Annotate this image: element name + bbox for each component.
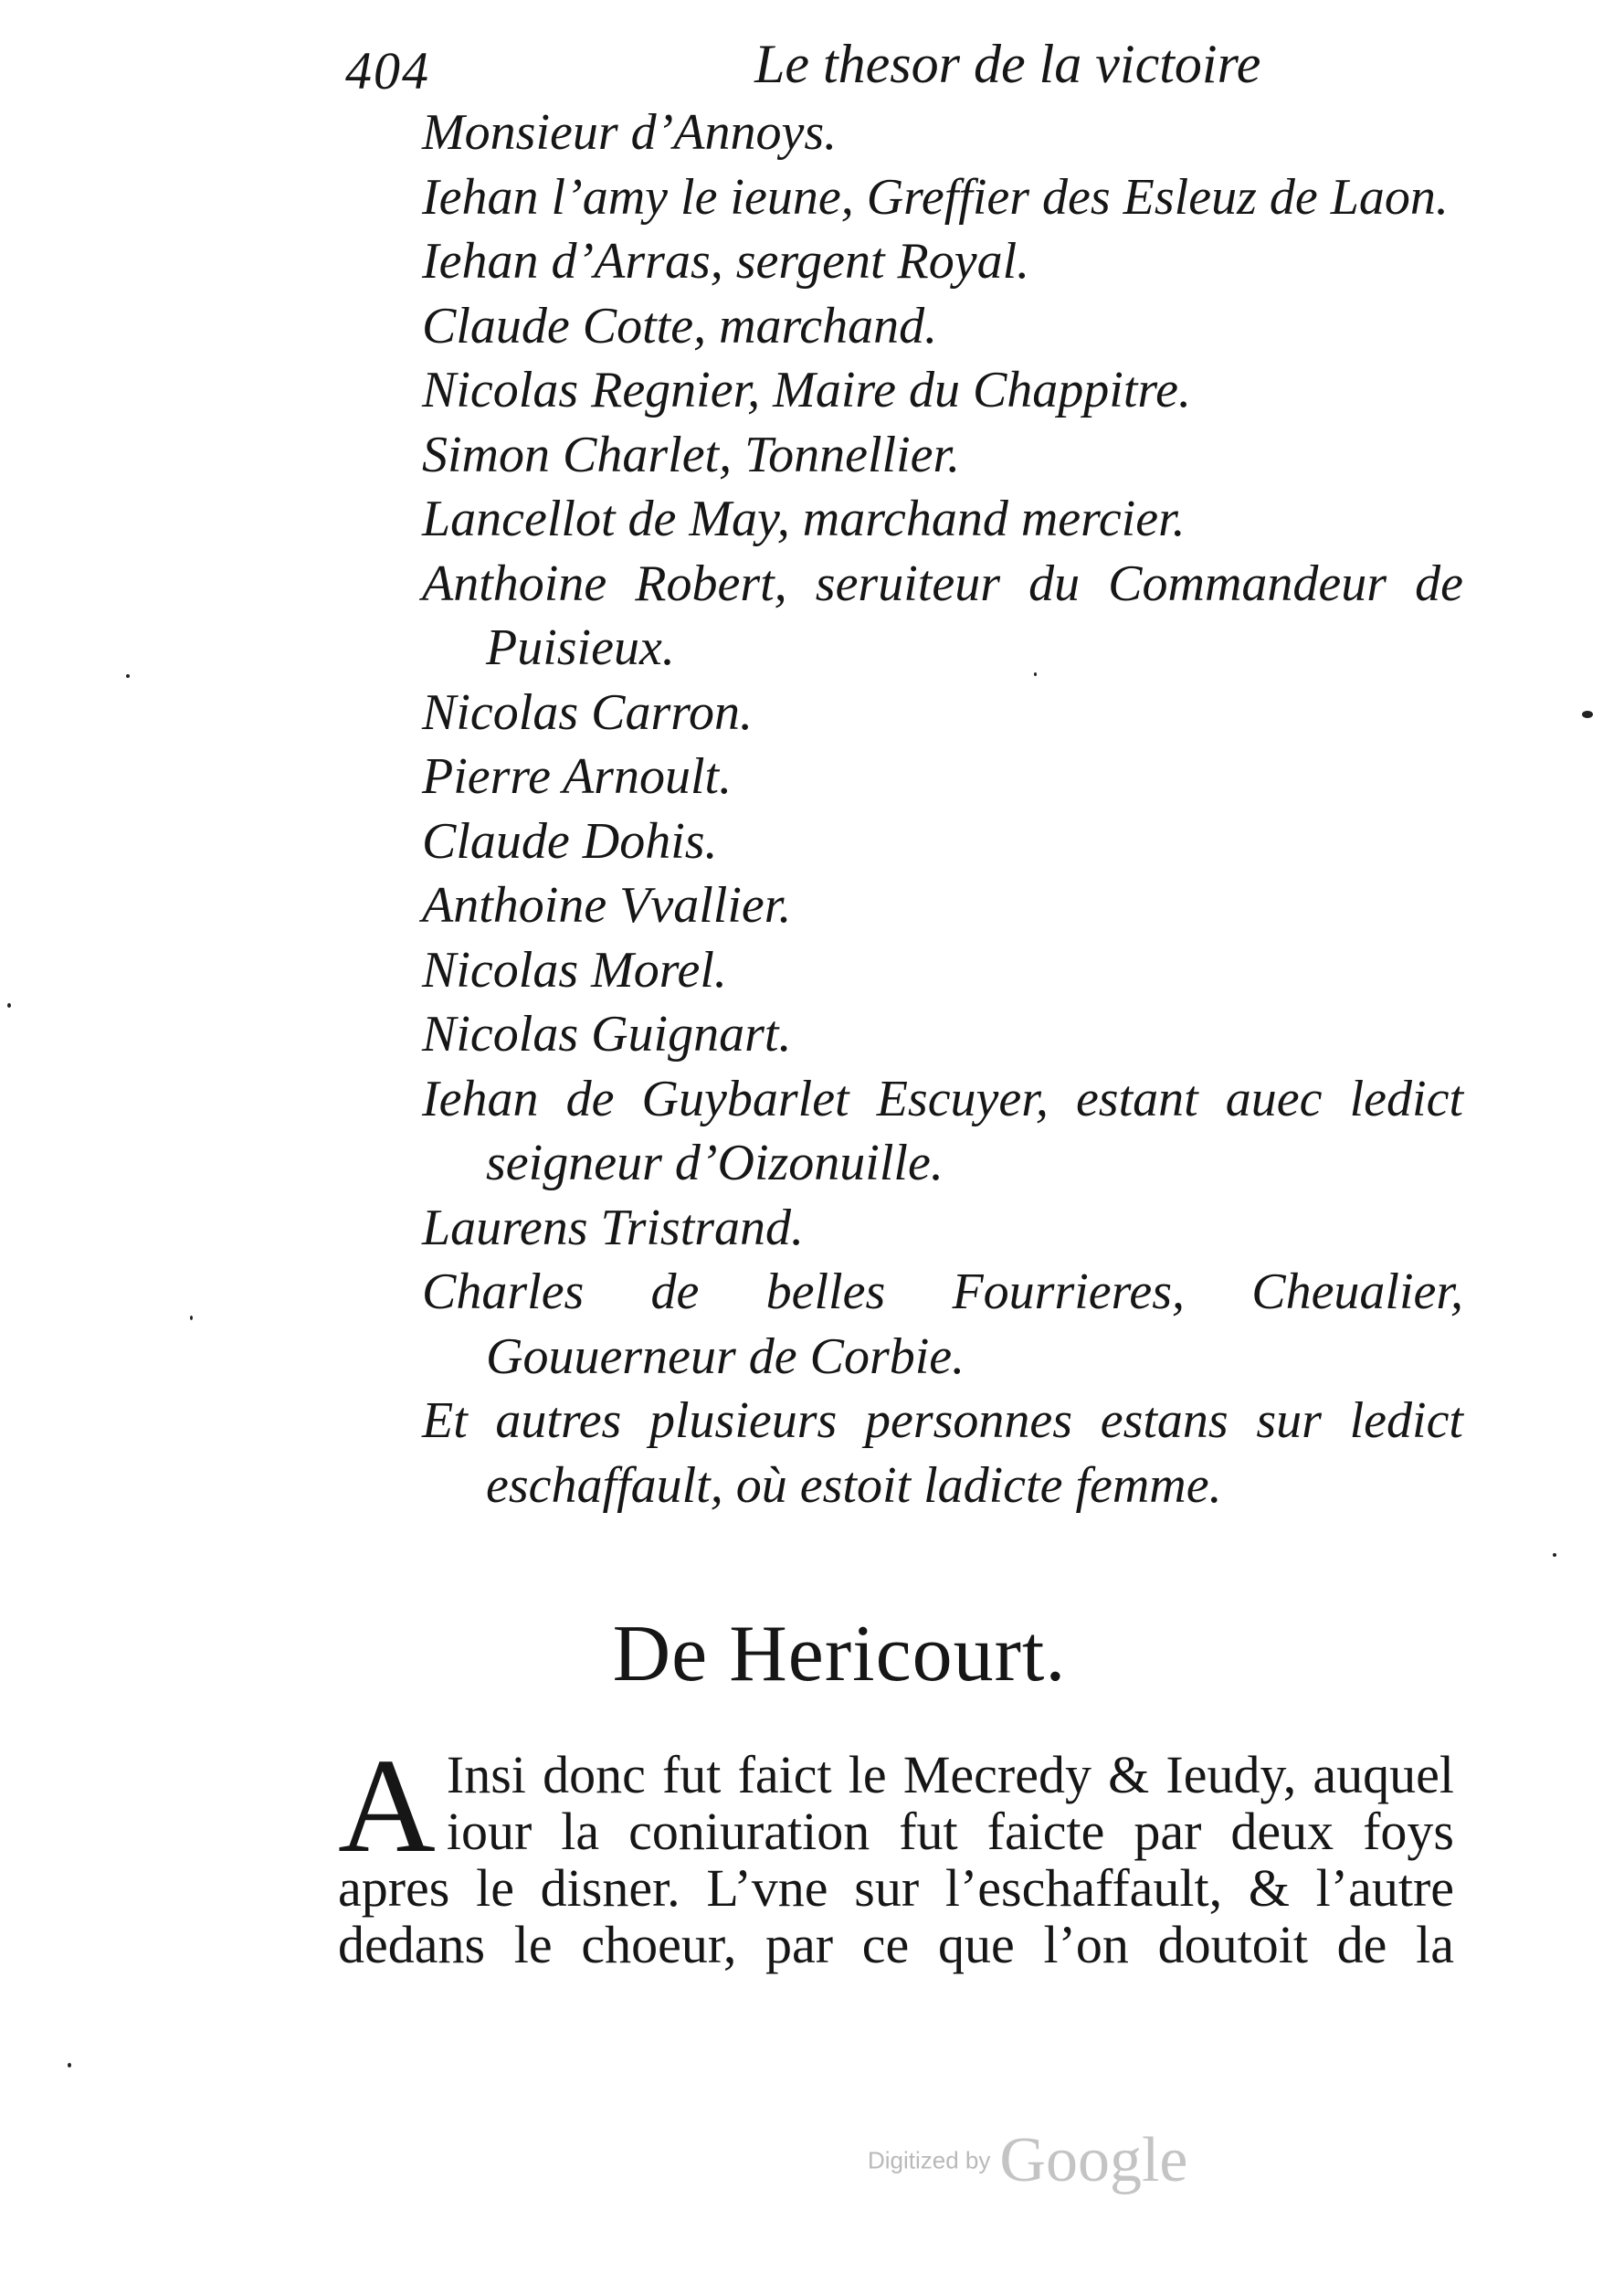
speck bbox=[68, 2063, 71, 2067]
list-item: Claude Cotte, marchand. bbox=[422, 297, 938, 354]
list-item: Monsieur d’Annoys. bbox=[422, 104, 838, 161]
list-item: Iehan l’amy le ieune, Greffier des Esleuz de Laon. bbox=[422, 168, 1449, 226]
list-item: Iehan d’Arras, sergent Royal. bbox=[422, 233, 1030, 290]
list-item: Nicolas Carron. bbox=[422, 683, 753, 741]
list-item: Simon Charlet, Tonnellier. bbox=[422, 426, 961, 483]
speck bbox=[1582, 711, 1593, 718]
list-item: Laurens Tristrand. bbox=[422, 1199, 805, 1256]
google-logo: Google bbox=[999, 2125, 1188, 2195]
list-item: Nicolas Morel. bbox=[422, 941, 727, 999]
list-item: Lancellot de May, marchand mercier. bbox=[422, 491, 1186, 547]
speck bbox=[1553, 1553, 1556, 1557]
body-paragraph bbox=[338, 1731, 1454, 1974]
witness-list bbox=[422, 100, 1463, 1517]
list-item: Claude Dohis. bbox=[422, 812, 718, 870]
list-item: Et autres plusieurs personnes estans sur ledict eschaffault, où estoit ladicte femme. bbox=[422, 1392, 1463, 1514]
digitized-by-label: Digitized by bbox=[868, 2146, 991, 2174]
drop-cap: A bbox=[338, 1731, 436, 1881]
page-number: 404 bbox=[345, 41, 430, 100]
list-item: Anthoine Vvallier. bbox=[422, 877, 792, 934]
list-item: Iehan de Guybarlet Escuyer, estant auec ledict seigneur d’Oizonuille. bbox=[422, 1070, 1463, 1191]
speck bbox=[126, 674, 130, 678]
speck bbox=[190, 1316, 193, 1320]
running-head: Le thesor de la victoire bbox=[754, 34, 1261, 94]
list-item: Pierre Arnoult. bbox=[422, 748, 733, 805]
list-item: Nicolas Regnier, Maire du Chappitre. bbox=[422, 362, 1191, 418]
digitized-watermark bbox=[868, 2124, 1187, 2197]
section-heading bbox=[0, 1608, 1624, 1700]
speck bbox=[7, 1003, 11, 1008]
section-heading-text: De Hericourt. bbox=[612, 1610, 1067, 1698]
list-item: Anthoine Robert, seruiteur du Commandeur de Puisieux. bbox=[422, 555, 1463, 676]
paragraph-text: Insi donc fut faict le Mecredy & Ieudy, auquel iour la coniuration fut faicte par deux foys apres le disner. L’vne sur l’eschaffault, & l’autre dedans le choeur, par ce que l’on doutoit de la bbox=[338, 1745, 1454, 1974]
list-item: Nicolas Guignart. bbox=[422, 1006, 792, 1063]
speck bbox=[1034, 672, 1037, 676]
list-item: Charles de belles Fourrieres, Cheualier, Gouuerneur de Corbie. bbox=[422, 1264, 1463, 1385]
